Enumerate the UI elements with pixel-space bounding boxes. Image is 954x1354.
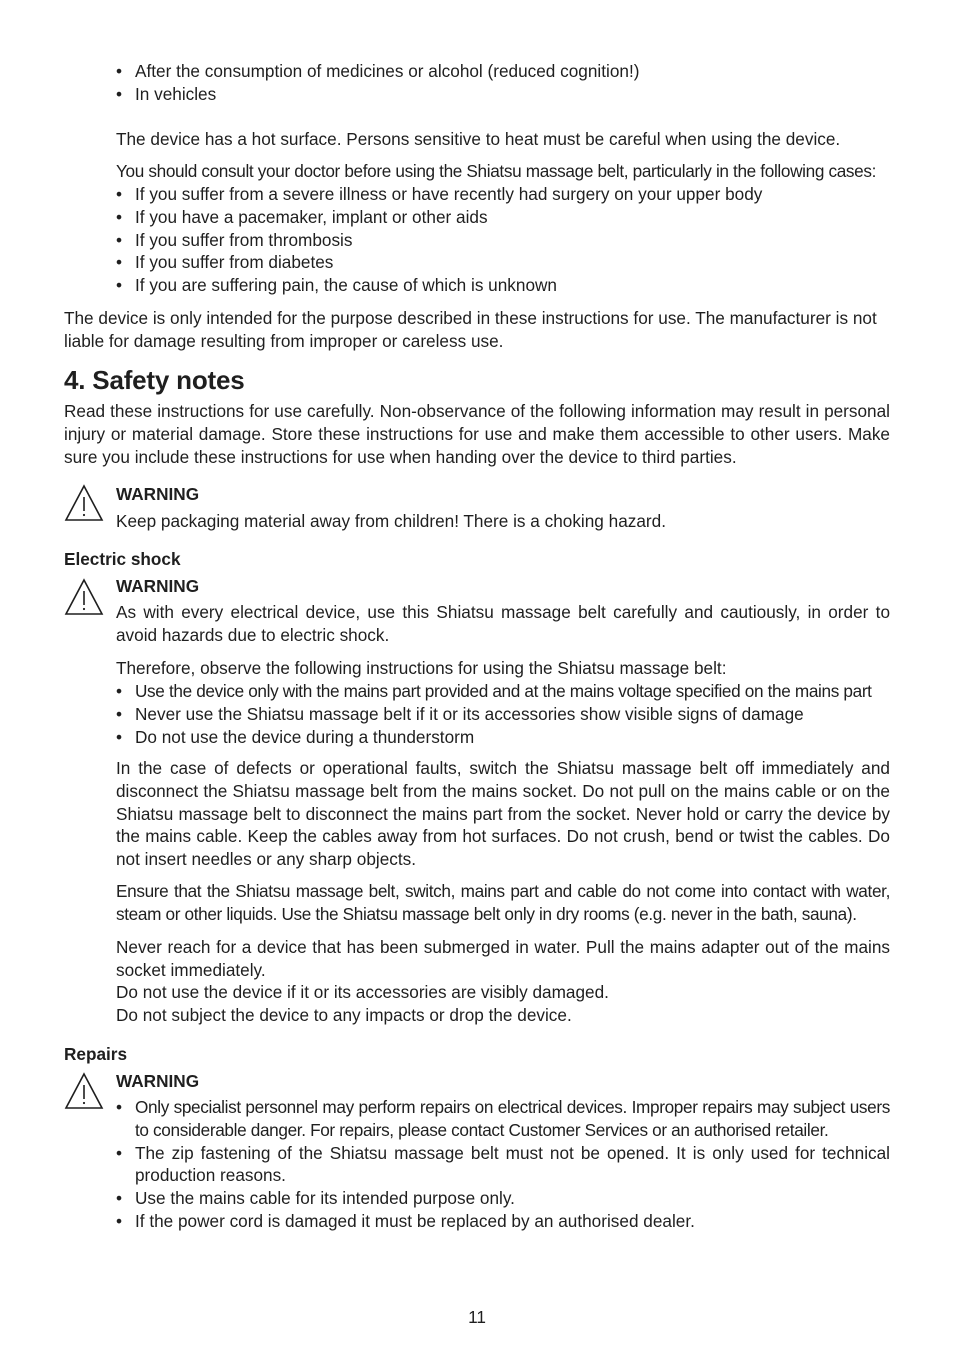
warning-text: Keep packaging material away from children! There is a choking hazard. (116, 511, 666, 531)
list-item: • Never use the Shiatsu massage belt if it or its accessories show visible signs of damage (116, 703, 804, 724)
repairs-bullet-list (116, 1096, 890, 1233)
warning-triangle-icon (64, 578, 104, 616)
list-item: • After the consumption of medicines or alcohol (reduced cognition!) (116, 61, 640, 81)
consult-doctor-paragraph: You should consult your doctor before using the Shiatsu massage belt, particularly in the following cases: (116, 161, 877, 181)
defects-paragraph: In the case of defects or operational faults, switch the Shiatsu massage belt off immediately and disconnect the Shiatsu massage belt from the mains socket. Do not pull on the mains cable or on the Shiatsu massage belt to disconnect the mains part from the socket. Never hold or carry the device by the mains cable. Keep the cables away from hot surfaces. Do not crush, bend or twist the cables. Do not insert needles or any sharp objects. (116, 758, 890, 870)
warning-triangle-icon (64, 484, 104, 522)
list-item: • If you suffer from diabetes (116, 252, 334, 273)
warning-label: WARNING (116, 484, 200, 504)
observe-intro-paragraph: Therefore, observe the following instructions for using the Shiatsu massage belt: (116, 658, 727, 678)
page-number: 11 (468, 1307, 486, 1327)
submerged-paragraph: Never reach for a device that has been submerged in water. Pull the mains adapter out of the mains socket immediately. (116, 937, 890, 980)
consult-bullet-list (116, 183, 890, 297)
section-heading: 4. Safety notes (64, 365, 245, 395)
list-item: • Use the device only with the mains part provided and at the mains voltage specified on the mains part (116, 681, 872, 701)
list-item: • If you are suffering pain, the cause of which is unknown (116, 275, 557, 296)
electric-shock-heading: Electric shock (64, 549, 181, 569)
hot-surface-paragraph: The device has a hot surface. Persons sensitive to heat must be careful when using the device. (116, 129, 841, 149)
list-item: • In vehicles (116, 83, 217, 104)
list-item: • If you have a pacemaker, implant or other aids (116, 206, 488, 227)
damaged-paragraph: Do not use the device if it or its accessories are visibly damaged. (116, 982, 609, 1002)
list-item: • If you suffer from a severe illness or have recently had surgery on your upper body (116, 184, 763, 204)
list-item: • If the power cord is damaged it must be replaced by an authorised dealer. (116, 1210, 695, 1231)
impacts-paragraph: Do not subject the device to any impacts or drop the device. (116, 1005, 572, 1025)
warning-label: WARNING (116, 576, 200, 596)
water-paragraph: Ensure that the Shiatsu massage belt, switch, mains part and cable do not come into contact with water, steam or other liquids. Use the Shiatsu massage belt only in dry rooms (e.g. never in the bath, sauna). (116, 881, 890, 924)
list-item: • Do not use the device during a thunderstorm (116, 726, 475, 747)
list-item: • Only specialist personnel may perform repairs on electrical devices. Improper repairs may subject users to considerable danger. For repairs, please contact Customer Services or an authorised retailer. (116, 1097, 890, 1140)
intended-use-paragraph: The device is only intended for the purpose described in these instructions for use. The manufacturer is not liable for damage resulting from improper or careless use. (64, 308, 877, 351)
warning-triangle-icon (64, 1072, 104, 1110)
list-item: • If you suffer from thrombosis (116, 229, 353, 250)
list-item: • Use the mains cable for its intended purpose only. (116, 1188, 515, 1209)
section-intro-paragraph: Read these instructions for use carefully. Non-observance of the following information may result in personal injury or material damage. Store these instructions for use and make them accessible to other users. Make sure you include these instructions for use when handing over the device to third parties. (64, 401, 890, 467)
warning-label: WARNING (116, 1071, 200, 1091)
list-item: • The zip fastening of the Shiatsu massage belt must not be opened. It is only used for technical production reasons. (116, 1142, 890, 1186)
repairs-heading: Repairs (64, 1044, 128, 1064)
intro-bullet-list (116, 60, 890, 106)
electric-shock-bullet-list (116, 680, 890, 748)
warning-text: As with every electrical device, use this Shiatsu massage belt carefully and cautiously, in order to avoid hazards due to electric shock. (116, 602, 890, 645)
